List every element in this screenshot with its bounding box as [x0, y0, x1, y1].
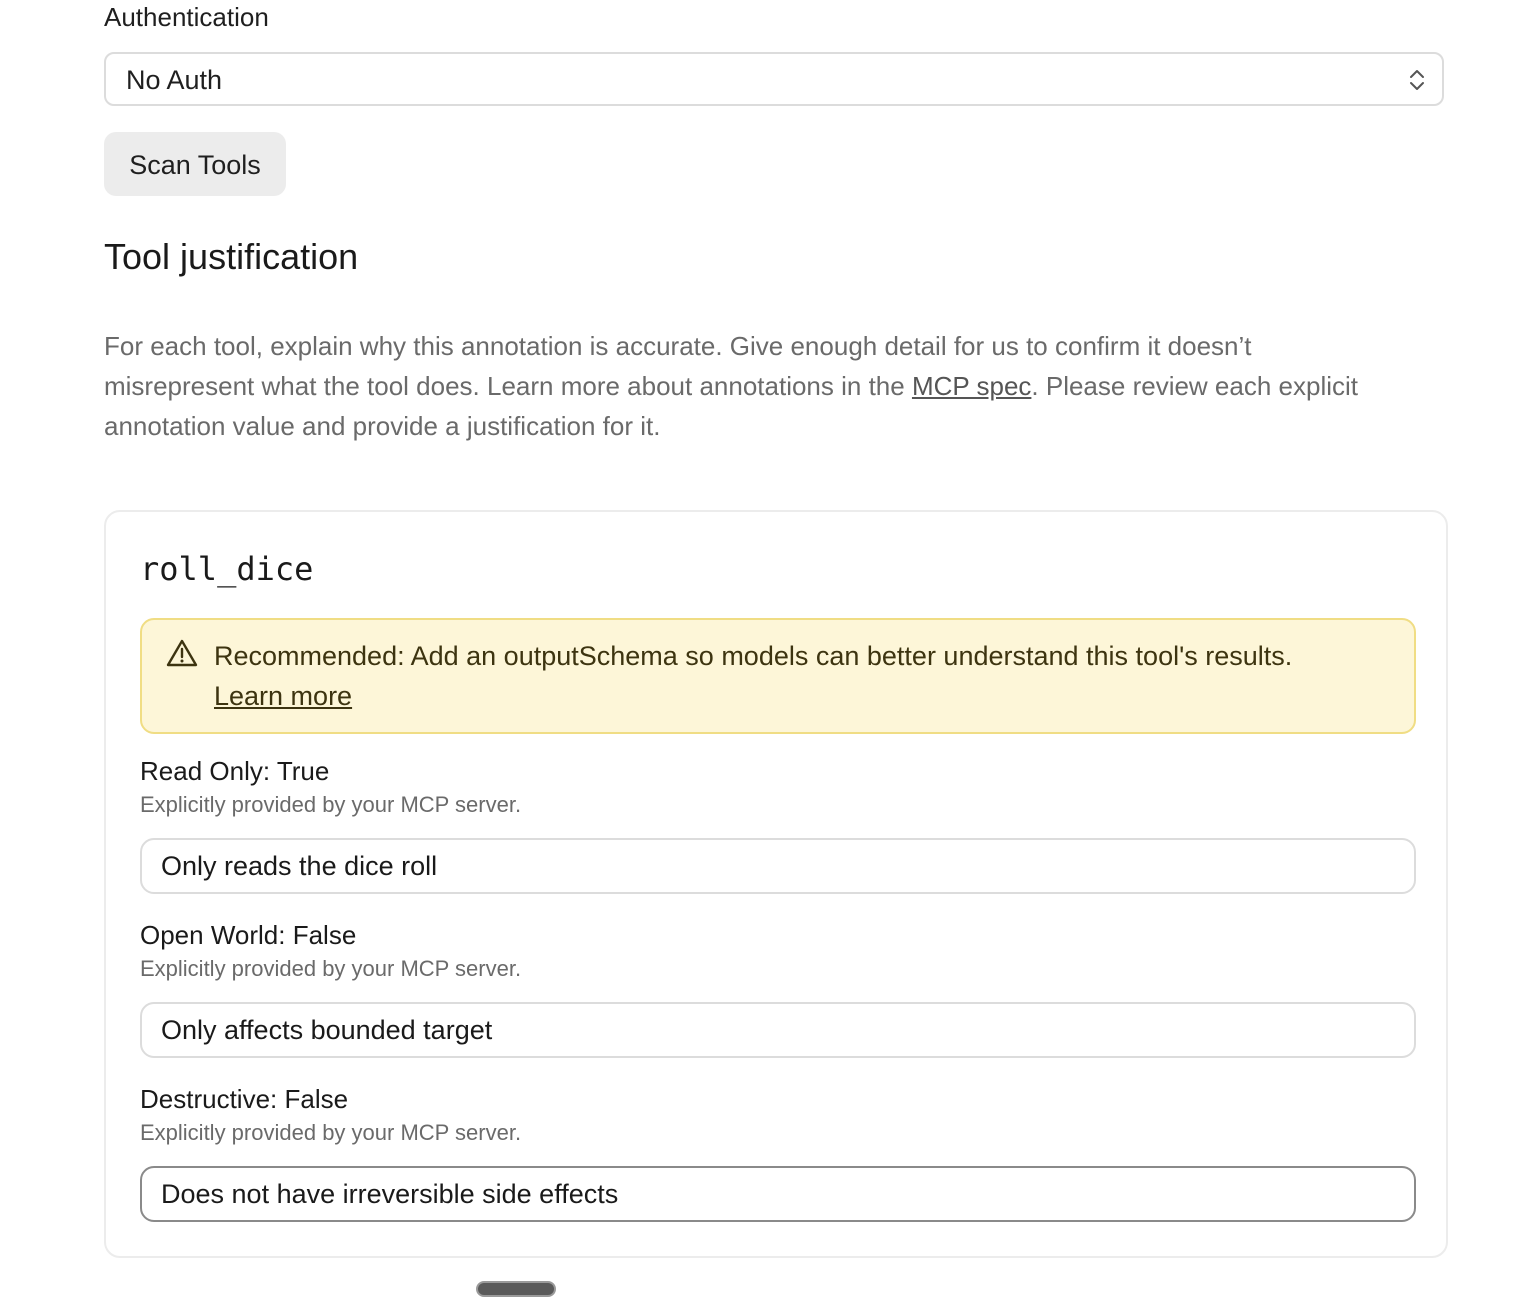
- justification-input-destructive[interactable]: Does not have irreversible side effects: [140, 1166, 1416, 1222]
- chevron-up-down-icon: [1408, 68, 1426, 92]
- section-title: Tool justification: [104, 236, 359, 277]
- description-text-start: For each tool, explain why this annotation is accurate. Give enough detail for us to confirm it doesn’t misrepresent what the tool does. Learn more about annotations in the: [104, 331, 1252, 401]
- output-schema-alert: [140, 618, 1416, 734]
- authentication-select-value: No Auth: [126, 65, 223, 95]
- authentication-select[interactable]: [104, 52, 1444, 106]
- annotation-label: Destructive: False: [140, 1084, 349, 1114]
- section-description: [104, 326, 1404, 446]
- scan-tools-button[interactable]: Scan Tools: [104, 132, 286, 196]
- tool-name: roll_dice: [140, 550, 314, 588]
- alert-text: [214, 636, 1394, 716]
- warning-triangle-icon: [166, 638, 198, 668]
- annotation-source: Explicitly provided by your MCP server.: [140, 792, 522, 817]
- scroll-handle[interactable]: [476, 1281, 556, 1297]
- justification-input-open-world[interactable]: Only affects bounded target: [140, 1002, 1416, 1058]
- learn-more-link[interactable]: Learn more: [214, 681, 353, 711]
- annotation-destructive: [140, 1082, 1416, 1222]
- tool-card: [104, 510, 1448, 1258]
- mcp-spec-link[interactable]: MCP spec: [911, 371, 1032, 401]
- annotation-read-only: [140, 754, 1416, 894]
- annotation-label: Open World: False: [140, 920, 357, 950]
- annotation-source: Explicitly provided by your MCP server.: [140, 1120, 522, 1145]
- annotation-open-world: [140, 918, 1416, 1058]
- description-text-end: . Please review each explicit annotation value and provide a justification for it.: [104, 371, 1359, 441]
- authentication-label: Authentication: [104, 2, 269, 32]
- alert-message: Recommended: Add an outputSchema so models can better understand this tool's results.: [214, 641, 1293, 671]
- justification-input-read-only[interactable]: Only reads the dice roll: [140, 838, 1416, 894]
- annotation-source: Explicitly provided by your MCP server.: [140, 956, 522, 981]
- annotation-label: Read Only: True: [140, 756, 330, 786]
